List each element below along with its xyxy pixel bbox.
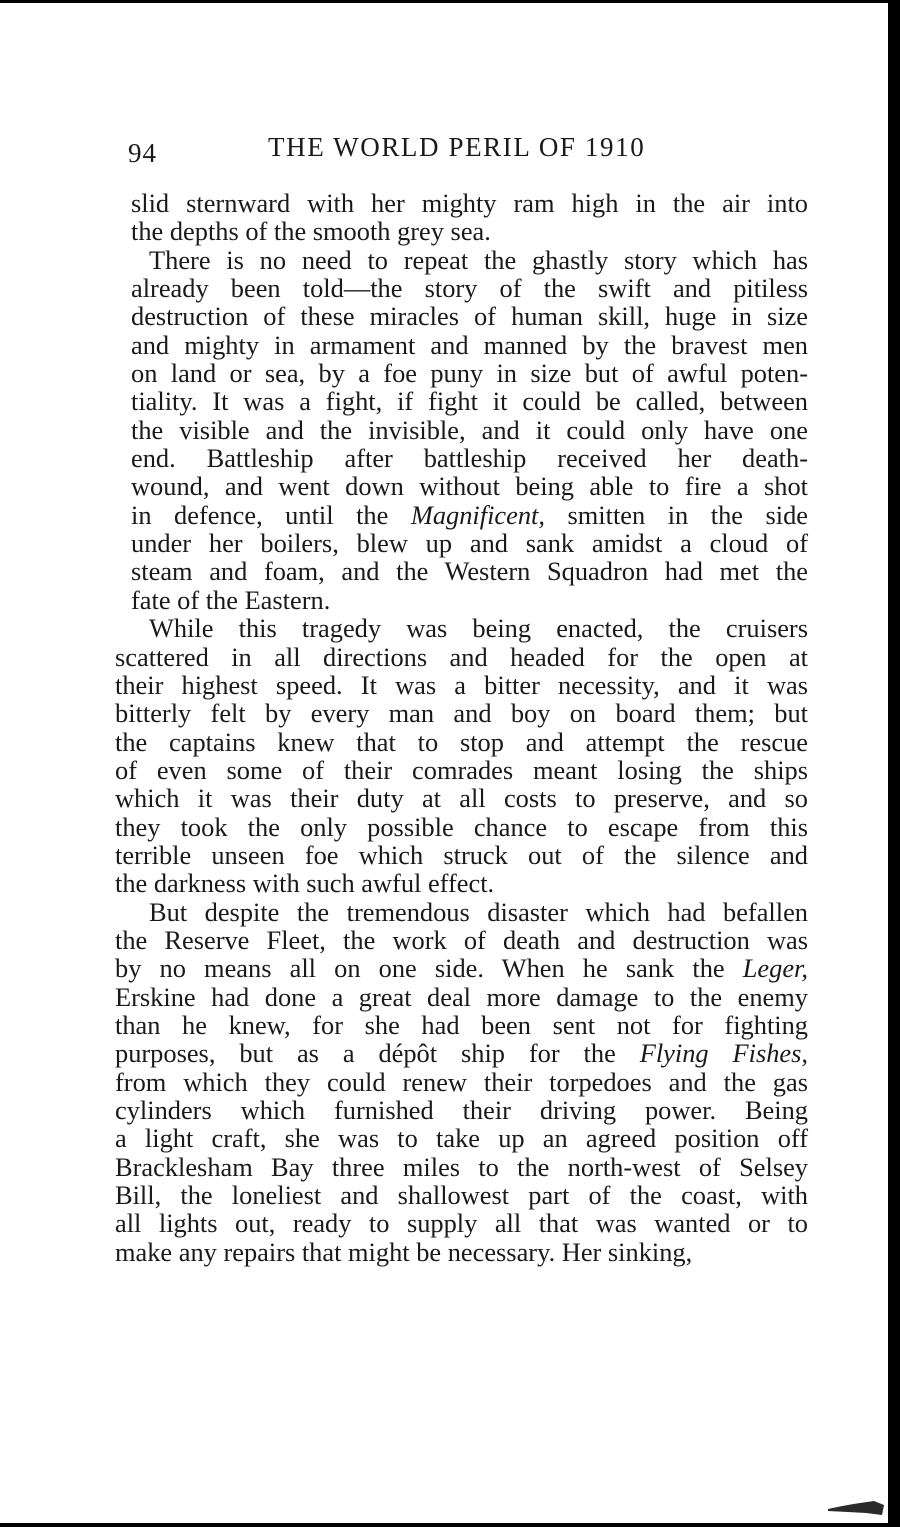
page-edge-top (0, 0, 900, 3)
text-line: on land or sea, by a foe puny in size but of awful poten- (131, 358, 808, 389)
text-line: While this tragedy was being enacted, the cruisers (149, 613, 808, 644)
ship-name-italic: Magnificent, (410, 499, 545, 530)
paragraph (115, 614, 808, 897)
text-line: tiality. It was a fight, if fight it could be called, between (131, 386, 808, 417)
running-head (128, 132, 808, 172)
body-text (115, 189, 808, 1266)
text-line: the captains knew that to stop and attempt the rescue (115, 726, 808, 757)
text-line: make any repairs that might be necessary. Her sinking, (115, 1236, 693, 1267)
text-line: the darkness with such awful effect. (115, 868, 495, 899)
running-title: THE WORLD PERIL OF 1910 (268, 132, 646, 162)
text-segment: by no means all on one side. When he sank the (115, 953, 743, 984)
text-segment: smitten in the side (544, 499, 808, 530)
text-line: all lights out, ready to supply all that was wanted or to (115, 1208, 808, 1239)
text-line: under her boilers, blew up and sank amidst a cloud of (131, 528, 808, 559)
text-line: and mighty in armament and manned by the bravest men (131, 329, 808, 360)
page-number: 94 (128, 138, 157, 168)
page-edge-bottom (0, 1523, 900, 1527)
text-line: which it was their duty at all costs to preserve, and so (115, 783, 808, 814)
text-line: terrible unseen foe which struck out of the silence and (115, 839, 808, 870)
text-segment: purposes, but as a dépôt ship for the (115, 1038, 640, 1069)
text-line (115, 501, 808, 529)
text-line: the depths of the smooth grey sea. (131, 216, 491, 247)
text-line: slid sternward with her mighty ram high in the air into (131, 188, 808, 218)
paragraph (115, 246, 808, 614)
paragraph (115, 898, 808, 1266)
text-line: the visible and the invisible, and it could only have one (131, 414, 808, 445)
text-line: cylinders which furnished their driving power. Being (115, 1095, 808, 1125)
ship-name-italic: Flying Fishes, (639, 1038, 808, 1069)
text-segment: in defence, until the (131, 499, 411, 530)
text-line: from which they could renew their torpedoes and the gas (115, 1066, 808, 1097)
text-line: Bill, the loneliest and shallowest part of the coast, with (115, 1180, 808, 1211)
text-line: steam and foam, and the Western Squadron had met the (131, 556, 808, 587)
text-line: Bracklesham Bay three miles to the north-west of Selsey (115, 1151, 808, 1182)
text-line: scattered in all directions and headed for the open at (115, 641, 808, 672)
text-line: bitterly felt by every man and boy on board them; but (115, 698, 808, 729)
text-line: wound, and went down without being able to fire a shot (131, 471, 808, 502)
paragraph (115, 189, 808, 246)
text-line: the Reserve Fleet, the work of death and destruction was (115, 924, 808, 955)
text-line: of even some of their comrades meant losing the ships (115, 754, 808, 785)
text-line: destruction of these miracles of human skill, huge in size (131, 301, 808, 332)
text-line: already been told—the story of the swift and pitiless (131, 273, 808, 304)
text-line: they took the only possible chance to escape from this (115, 811, 808, 842)
text-line (115, 954, 808, 982)
text-line: end. Battleship after battleship received her death- (131, 443, 808, 474)
text-line: Erskine had done a great deal more damage to the enemy (115, 981, 808, 1012)
text-line (115, 1039, 808, 1067)
ship-name-italic: Leger, (742, 953, 808, 984)
page-smudge (826, 1493, 886, 1517)
text-line: their highest speed. It was a bitter necessity, and it was (115, 669, 808, 700)
text-line: a light craft, she was to take up an agreed position off (115, 1123, 808, 1154)
text-line: But despite the tremendous disaster which had befallen (149, 896, 808, 927)
text-line: fate of the Eastern. (131, 584, 331, 615)
page-edge-right (888, 0, 900, 1527)
text-line: than he knew, for she had been sent not for fighting (115, 1009, 808, 1040)
text-line: There is no need to repeat the ghastly story which has (149, 244, 808, 275)
